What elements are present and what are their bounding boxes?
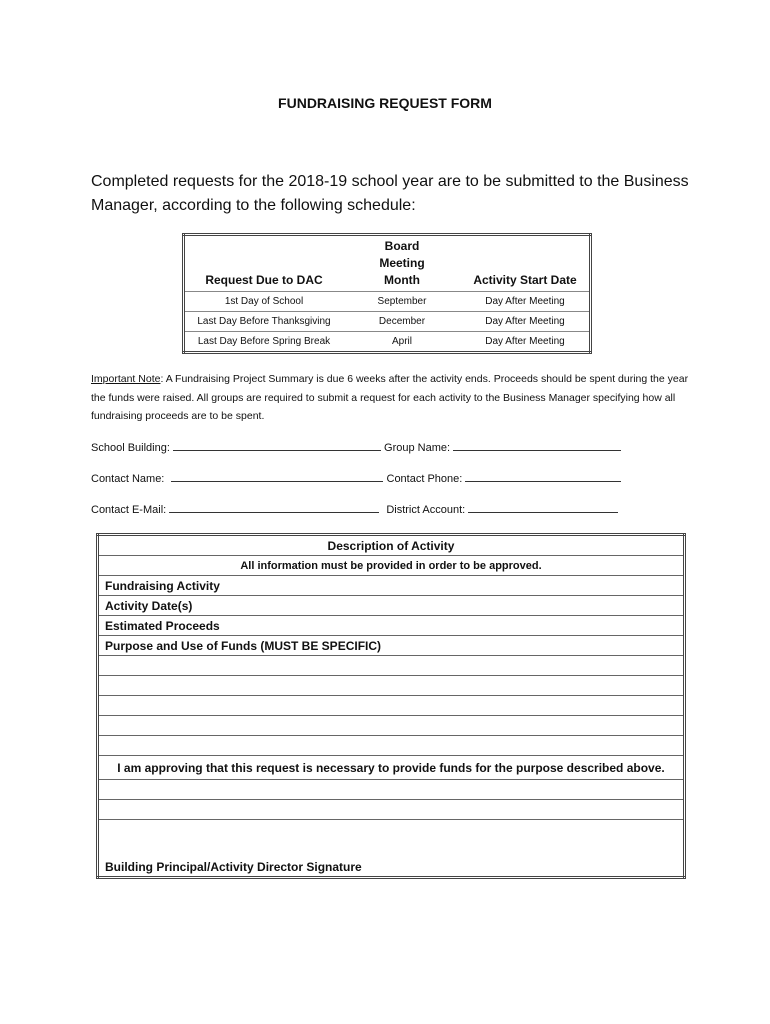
- approval-row: [98, 756, 685, 780]
- school-building-field[interactable]: [173, 440, 381, 451]
- important-note-label: Important Note: [91, 373, 161, 385]
- blank-line[interactable]: [98, 676, 685, 696]
- schedule-cell: April: [343, 332, 461, 353]
- schedule-header-board-month: [343, 235, 461, 292]
- blank-cell[interactable]: [98, 780, 685, 800]
- schedule-header-start-date: Activity Start Date: [461, 235, 591, 292]
- contact-phone-field[interactable]: [465, 471, 621, 482]
- description-title-row: [98, 535, 685, 556]
- estimated-proceeds-row[interactable]: [98, 616, 685, 636]
- description-title: Description of Activity: [327, 538, 455, 553]
- field-row-email: [91, 502, 651, 516]
- field-row-school: [91, 440, 651, 454]
- group-name-field[interactable]: [453, 440, 621, 451]
- description-subtitle: All information must be provided in order to be approved.: [98, 556, 685, 576]
- description-subtitle-row: [98, 556, 685, 576]
- signature-space[interactable]: [98, 820, 685, 858]
- important-note-text: : A Fundraising Project Summary is due 6 weeks after the activity ends. Proceeds should be spent during the year the funds were raised. All groups are required to submit a request for each activity to the Business Manager specifying how all fundraising proceeds are to be spent.: [91, 373, 689, 422]
- blank-cell[interactable]: [98, 736, 685, 756]
- blank-line[interactable]: [98, 736, 685, 756]
- blank-cell[interactable]: [98, 676, 685, 696]
- schedule-header-request-due: Request Due to DAC: [184, 235, 344, 292]
- blank-line[interactable]: [98, 696, 685, 716]
- district-account-field[interactable]: [468, 502, 618, 513]
- blank-line[interactable]: [98, 780, 685, 800]
- activity-dates-label: Activity Date(s): [98, 596, 685, 616]
- blank-cell[interactable]: [98, 800, 685, 820]
- blank-cell[interactable]: [98, 656, 685, 676]
- blank-cell[interactable]: [98, 716, 685, 736]
- schedule-cell: Day After Meeting: [461, 292, 591, 312]
- signature-row: [98, 857, 685, 878]
- schedule-cell: 1st Day of School: [184, 292, 344, 312]
- schedule-row: [184, 332, 591, 353]
- schedule-row: [184, 312, 591, 332]
- blank-line[interactable]: [98, 800, 685, 820]
- schedule-cell: Last Day Before Spring Break: [184, 332, 344, 353]
- blank-line[interactable]: [98, 656, 685, 676]
- activity-dates-row[interactable]: [98, 596, 685, 616]
- purpose-label: Purpose and Use of Funds (MUST BE SPECIFIC): [98, 636, 685, 656]
- contact-name-label: Contact Name:: [91, 473, 165, 485]
- schedule-header-row: [184, 235, 591, 292]
- contact-phone-label: Contact Phone:: [386, 473, 463, 485]
- schedule-cell: Day After Meeting: [461, 312, 591, 332]
- blank-cell[interactable]: [98, 696, 685, 716]
- description-table: [96, 533, 686, 879]
- important-note: [91, 370, 691, 426]
- contact-email-field[interactable]: [169, 502, 379, 513]
- form-title: FUNDRAISING REQUEST FORM: [278, 95, 492, 111]
- schedule-cell: September: [343, 292, 461, 312]
- estimated-proceeds-label: Estimated Proceeds: [98, 616, 685, 636]
- contact-email-label: Contact E-Mail:: [91, 504, 167, 516]
- field-row-contact: [91, 471, 651, 485]
- blank-line[interactable]: [98, 716, 685, 736]
- schedule-table: [182, 233, 592, 354]
- signature-label: Building Principal/Activity Director Signature: [105, 859, 362, 874]
- school-building-label: School Building:: [91, 442, 170, 454]
- fundraising-activity-label: Fundraising Activity: [98, 576, 685, 596]
- schedule-cell: Day After Meeting: [461, 332, 591, 353]
- signature-space-row[interactable]: [98, 820, 685, 858]
- schedule-cell: Last Day Before Thanksgiving: [184, 312, 344, 332]
- contact-name-field[interactable]: [171, 471, 383, 482]
- purpose-row[interactable]: [98, 636, 685, 656]
- approval-statement: I am approving that this request is necessary to provide funds for the purpose described above.: [98, 756, 685, 780]
- fundraising-activity-row[interactable]: [98, 576, 685, 596]
- schedule-cell: December: [343, 312, 461, 332]
- district-account-label: District Account:: [386, 504, 466, 516]
- intro-text: Completed requests for the 2018-19 school year are to be submitted to the Business Manager, according to the following schedule:: [91, 173, 689, 214]
- schedule-header-board-month-text: Board Meeting Month: [379, 239, 425, 287]
- schedule-row: [184, 292, 591, 312]
- group-name-label: Group Name:: [384, 442, 451, 454]
